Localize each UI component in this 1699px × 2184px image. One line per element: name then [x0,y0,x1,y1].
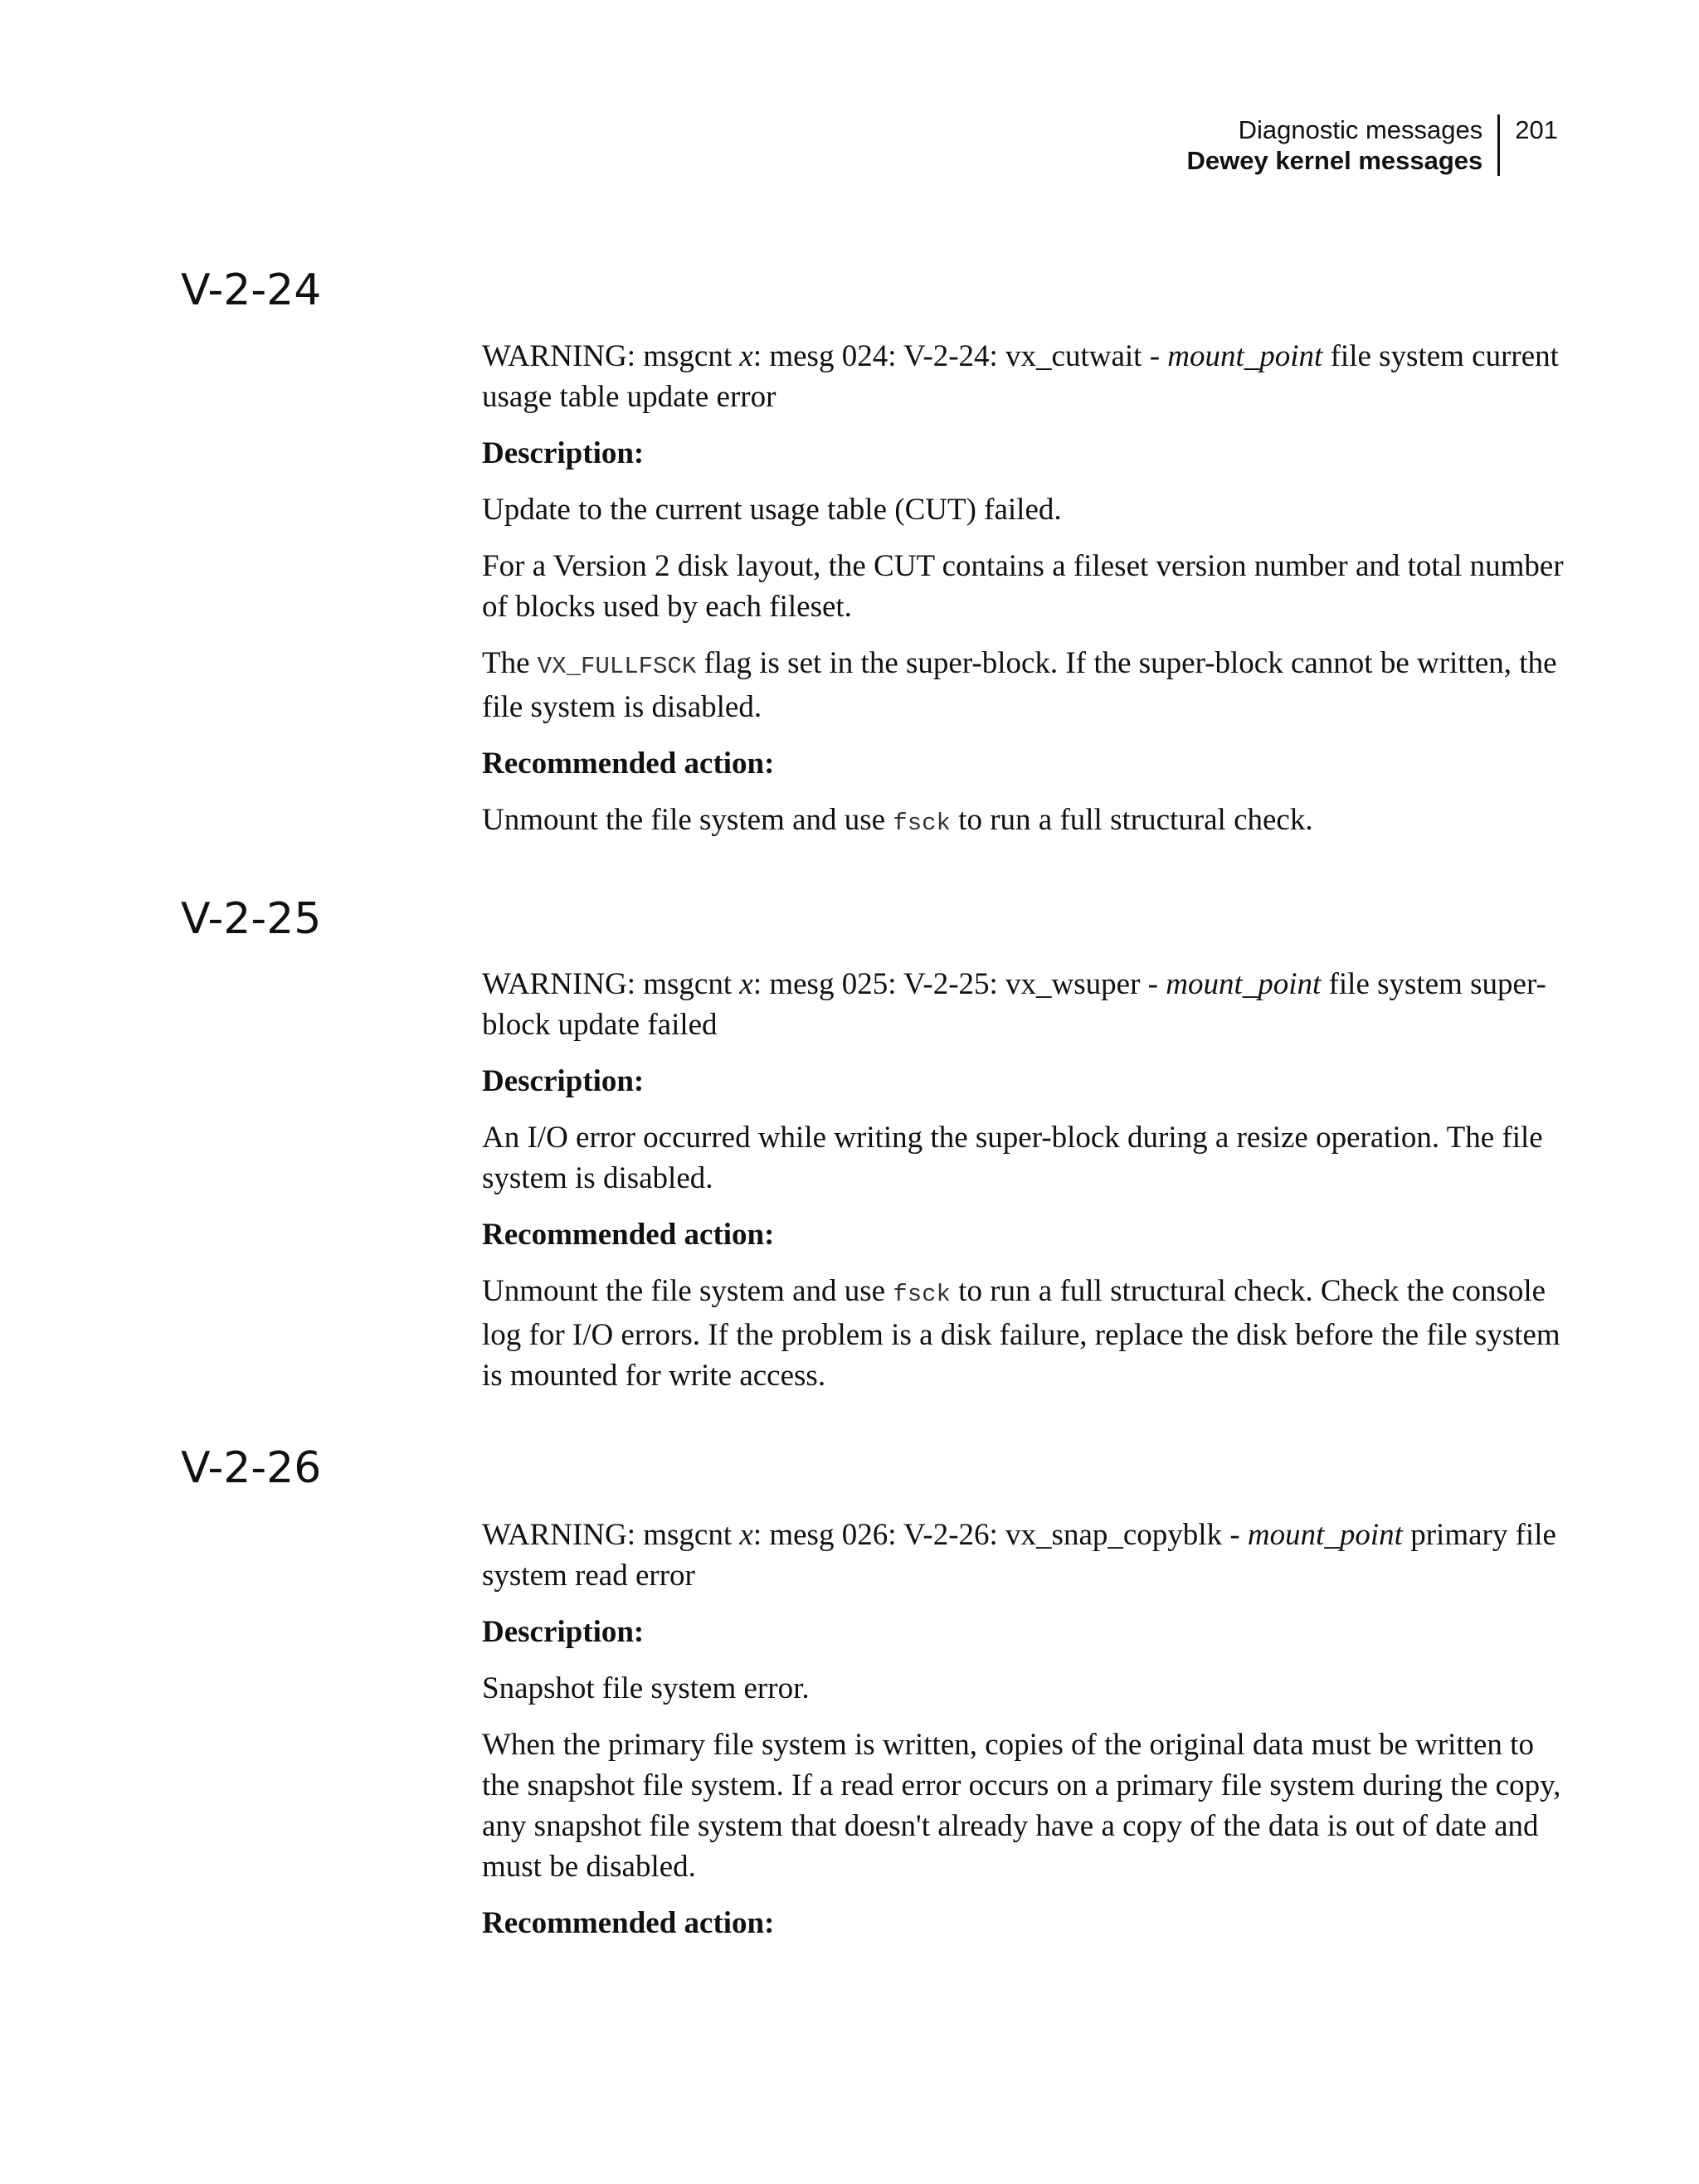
description-label: Description: [482,1615,645,1649]
message-prefix: WARNING: msgcnt [482,1518,740,1552]
running-header [1187,114,1558,176]
message-mount-point: mount_point [1166,967,1322,1001]
page-number: 201 [1515,115,1558,144]
description-paragraph: Update to the current usage table (CUT) failed. [482,493,1062,527]
section-body-v-2-25 [482,964,1569,1412]
header-section: Dewey kernel messages [1186,146,1483,175]
description-paragraph [482,643,1569,727]
message-variable: x [739,1518,753,1552]
message-variable: x [739,339,753,373]
flag-text-after: flag is set in the super-block. If the super-block cannot be written, the file system is disabled. [482,646,1557,724]
section-body-v-2-26 [482,1515,1569,1959]
flag-text-before: The [482,646,538,680]
recommended-action-label: Recommended action: [482,747,775,781]
section-heading-v-2-25: V-2-25 [181,894,322,944]
warning-message [482,964,1569,1045]
action-text-after: to run a full structural check. [950,803,1313,837]
recommended-action-label: Recommended action: [482,1906,775,1940]
header-chapter: Diagnostic messages [1238,115,1483,144]
section-heading-v-2-24: V-2-24 [181,265,322,315]
section-body-v-2-24 [482,336,1569,859]
action-text-before: Unmount the file system and use [482,1274,893,1308]
action-code: fsck [893,1281,951,1308]
message-mount-point: mount_point [1247,1518,1403,1552]
message-suffix: primary file system read error [482,1518,1556,1593]
message-prefix: WARNING: msgcnt [482,339,740,373]
flag-code: VX_FULLFSCK [537,653,697,680]
message-variable: x [739,967,753,1001]
action-code: fsck [893,810,951,837]
description-label: Description: [482,436,645,470]
recommended-action-paragraph [482,1271,1569,1396]
recommended-action-paragraph [482,800,1569,844]
recommended-action-label: Recommended action: [482,1218,775,1252]
description-paragraph: For a Version 2 disk layout, the CUT contains a fileset version number and total number of blocks used by each fileset. [482,549,1564,624]
description-label: Description: [482,1064,645,1098]
message-middle: : mesg 024: V-2-24: vx_cutwait - [752,339,1168,373]
action-text-after: to run a full structural check. Check the console log for I/O errors. If the problem is a disk failure, replace the disk before the file system is mounted for write access. [482,1274,1560,1393]
header-titles [1187,114,1501,176]
message-prefix: WARNING: msgcnt [482,967,740,1001]
message-middle: : mesg 026: V-2-26: vx_snap_copyblk - [752,1518,1248,1552]
description-paragraph: An I/O error occurred while writing the super-block during a resize operation. The file system is disabled. [482,1121,1543,1195]
message-suffix: file system current usage table update error [482,339,1559,414]
description-paragraph: When the primary file system is written, copies of the original data must be written to the snapshot file system. If a read error occurs on a primary file system during the copy, any snapshot file system that doesn't already have a copy of the data is out of date and must be disabled. [482,1728,1561,1884]
warning-message [482,1515,1569,1596]
message-middle: : mesg 025: V-2-25: vx_wsuper - [752,967,1166,1001]
message-suffix: file system super-block update failed [482,967,1546,1042]
message-mount-point: mount_point [1167,339,1323,373]
section-heading-v-2-26: V-2-26 [181,1443,322,1493]
warning-message [482,336,1569,417]
action-text-before: Unmount the file system and use [482,803,893,837]
description-paragraph: Snapshot file system error. [482,1671,810,1705]
